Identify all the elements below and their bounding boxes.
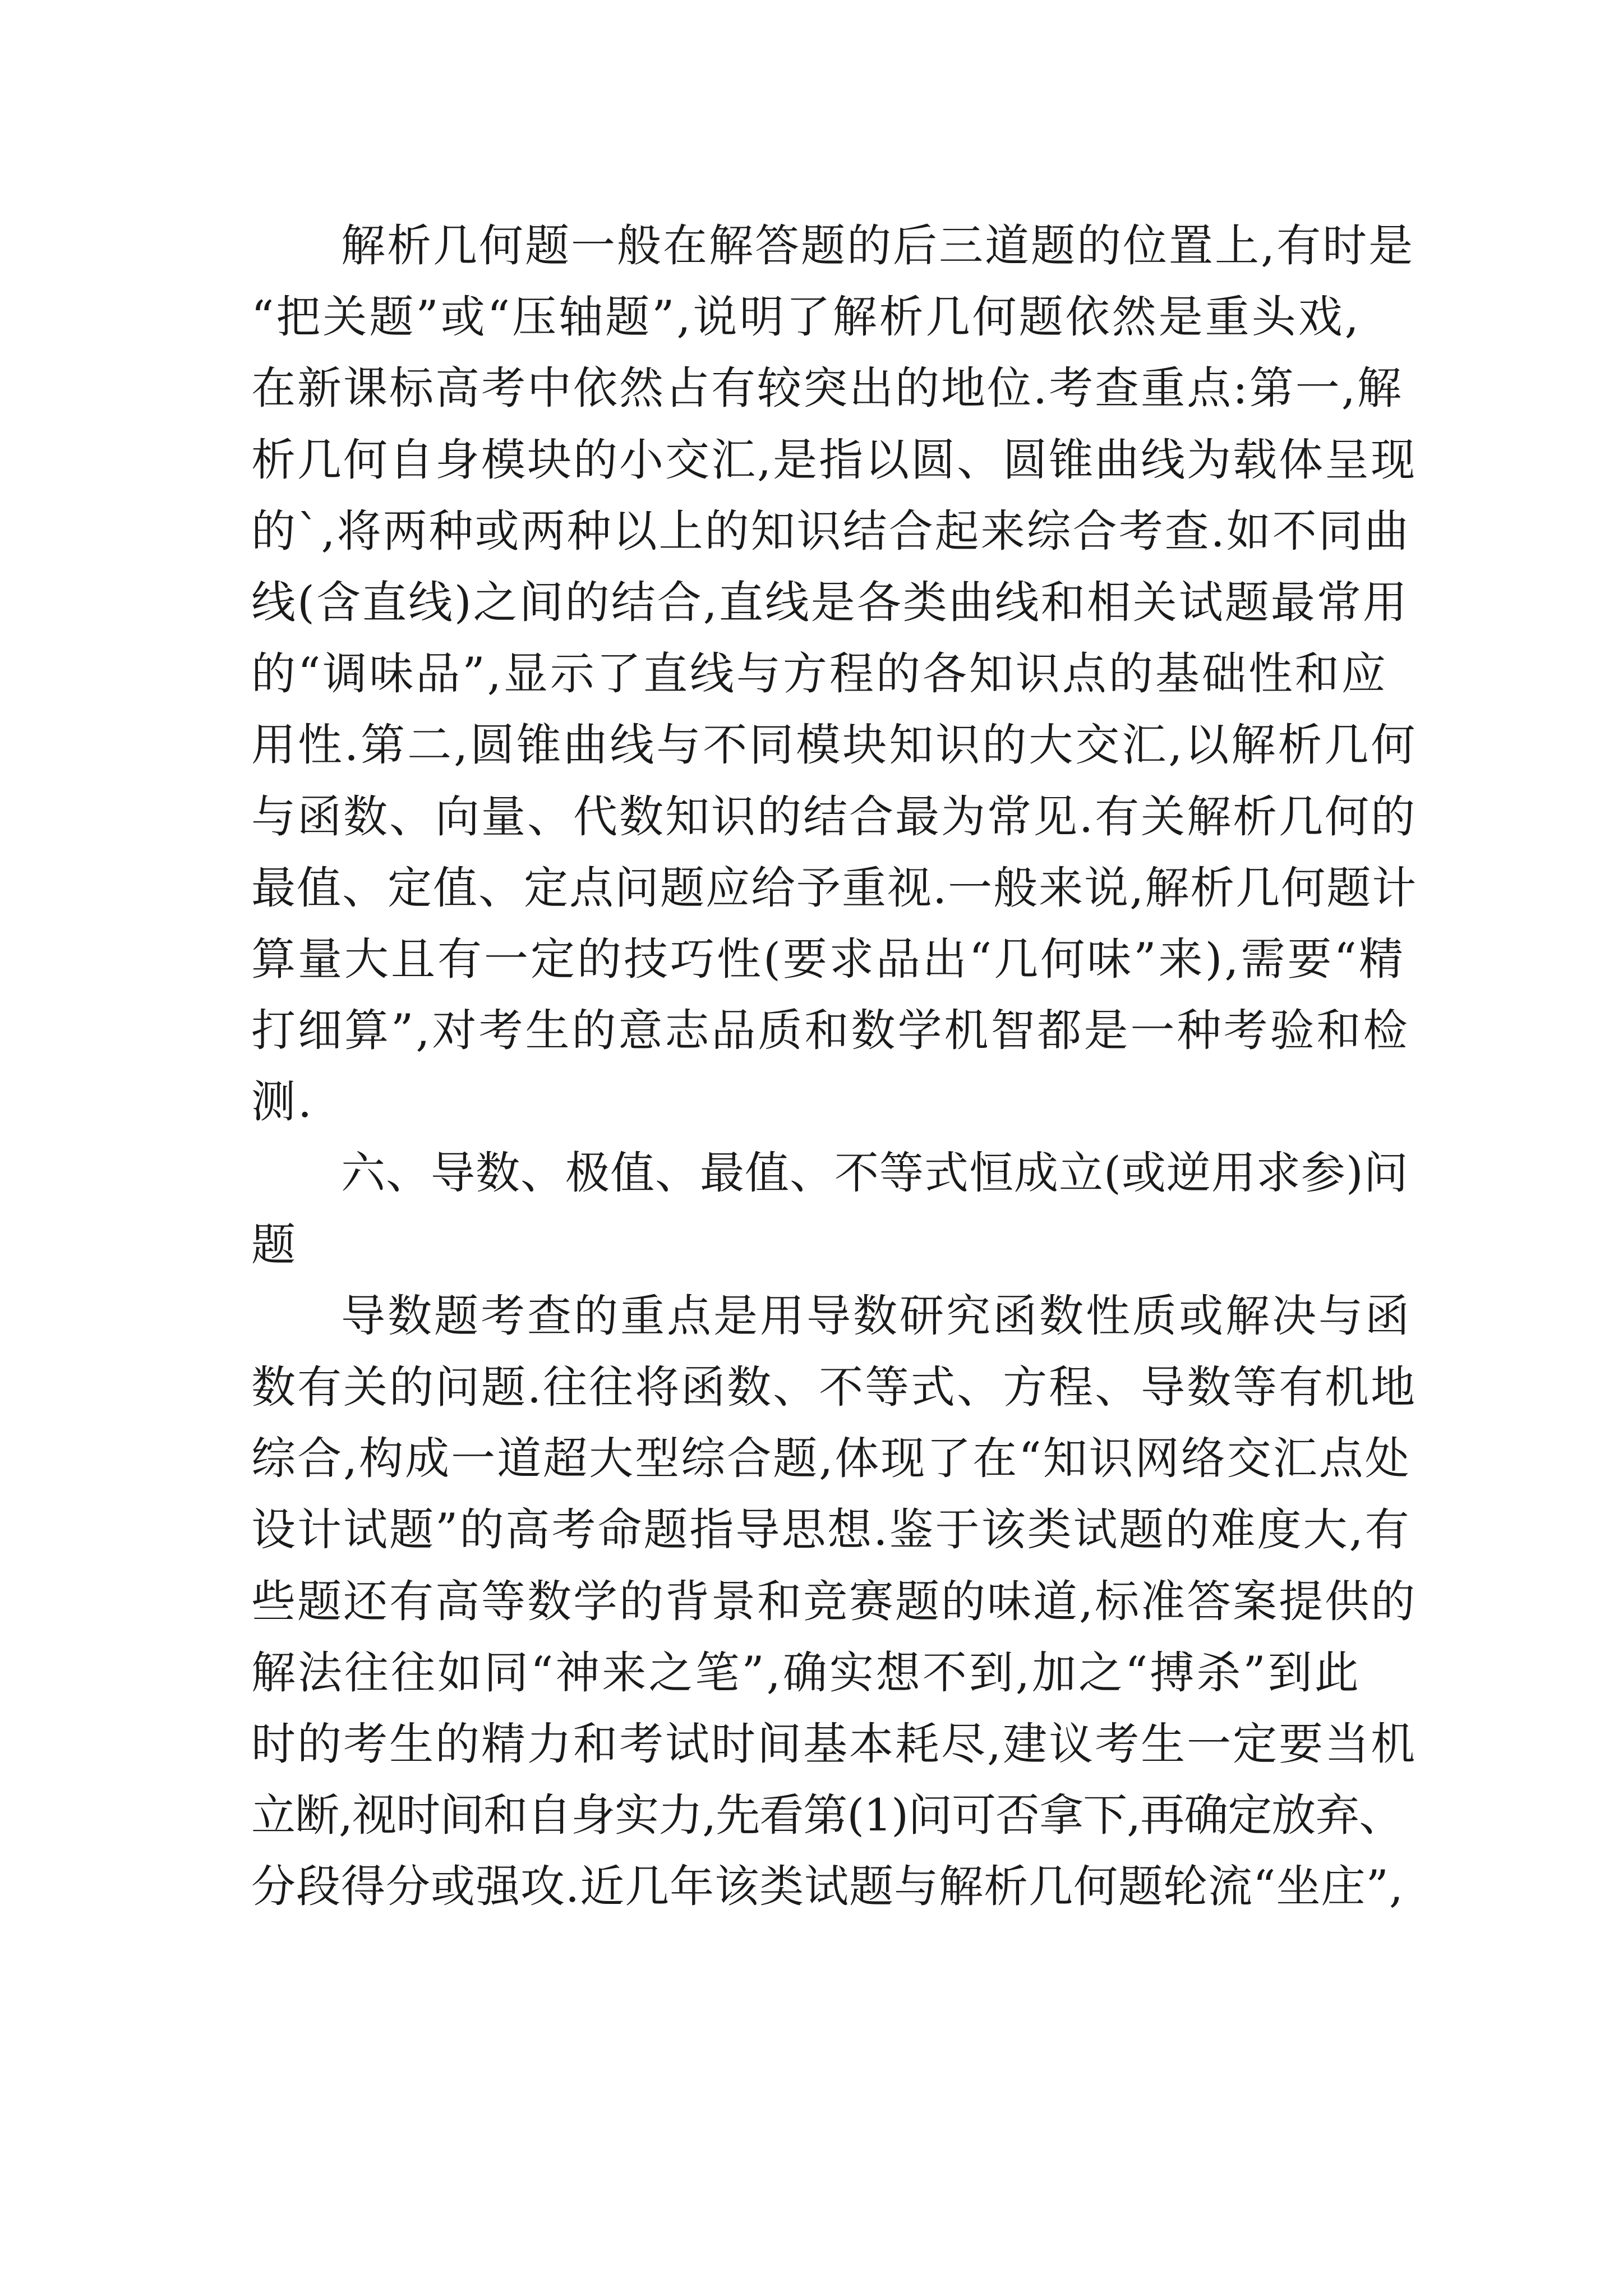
paragraph-analytic-geometry xyxy=(251,210,1418,1138)
text-line: 线(含直线)之间的结合,直线是各类曲线和相关试题最常用 xyxy=(251,576,1409,628)
text-line: 算量大且有一定的技巧性(要求品出“几何味”来),需要“精 xyxy=(251,933,1405,985)
text-line: 时的考生的精力和考试时间基本耗尽,建议考生一定要当机 xyxy=(251,1718,1417,1770)
text-line: 的`,将两种或两种以上的知识结合起来综合考查.如不同曲 xyxy=(251,505,1410,557)
text-line: 数有关的问题.往往将函数、不等式、方程、导数等有机地 xyxy=(251,1361,1417,1413)
text-line: 解法往往如同“神来之笔”,确实想不到,加之“搏杀”到此 xyxy=(251,1646,1361,1699)
text-line: 综合,构成一道超大型综合题,体现了在“知识网络交汇点处 xyxy=(251,1433,1411,1485)
document-body xyxy=(251,210,1418,1923)
text-line: 设计试题”的高考命题指导思想.鉴于该类试题的难度大,有 xyxy=(251,1504,1411,1556)
text-line: 的“调味品”,显示了直线与方程的各知识点的基础性和应 xyxy=(251,648,1388,700)
text-line: 最值、定值、定点问题应给予重视.一般来说,解析几何题计 xyxy=(251,862,1418,914)
text-line: 用性.第二,圆锥曲线与不同模块知识的大交汇,以解析几何 xyxy=(251,719,1418,771)
text-line: 些题还有高等数学的背景和竞赛题的味道,标准答案提供的 xyxy=(251,1575,1417,1627)
text-line: 与函数、向量、代数知识的结合最为常见.有关解析几何的 xyxy=(251,790,1417,843)
text-line: 测. xyxy=(251,1076,315,1128)
text-line: 打细算”,对考生的意志品质和数学机智都是一种考验和检 xyxy=(251,1005,1410,1057)
text-line: 导数题考查的重点是用导数研究函数性质或解决与函 xyxy=(341,1290,1412,1342)
text-line: 分段得分或强攻.近几年该类试题与解析几何题轮流“坐庄”, xyxy=(251,1861,1404,1913)
text-line: 解析几何题一般在解答题的后三道题的位置上,有时是 xyxy=(341,220,1415,272)
text-line: 立断,视时间和自身实力,先看第(1)问可否拿下,再确定放弃、 xyxy=(251,1789,1403,1842)
paragraph-derivatives xyxy=(251,1281,1418,1923)
text-line: “把关题”或“压轴题”,说明了解析几何题依然是重头戏, xyxy=(251,291,1361,343)
heading-line: 题 xyxy=(251,1218,298,1271)
text-line: 析几何自身模块的小交汇,是指以圆、圆锥曲线为载体呈现 xyxy=(251,434,1417,486)
heading-line: 六、导数、极值、最值、不等式恒成立(或逆用求参)问 xyxy=(341,1147,1409,1199)
text-line: 在新课标高考中依然占有较突出的地位.考查重点:第一,解 xyxy=(251,362,1403,415)
section-heading-derivatives xyxy=(251,1138,1418,1280)
